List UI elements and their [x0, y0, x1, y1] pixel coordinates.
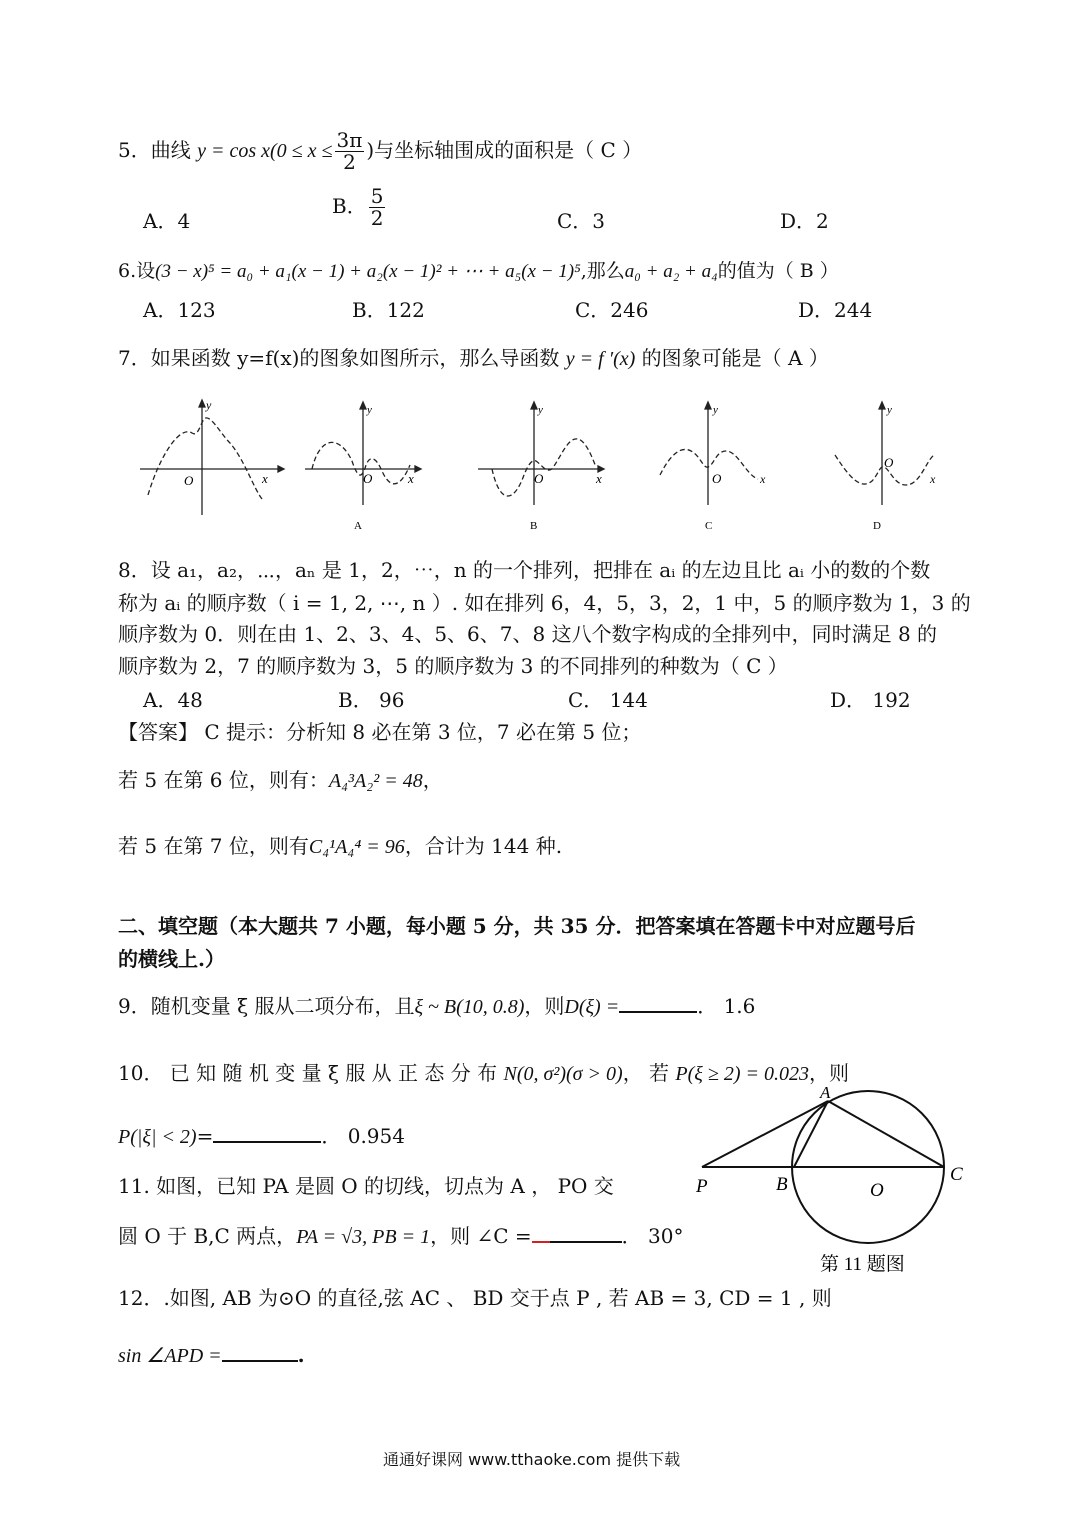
q6-expr: (3 − x)⁵ = a₀ + a₁(x − 1) + a₂(x − 1)² + ⋯ + a₅(x − 1)⁵	[155, 261, 581, 282]
q7-graphs	[130, 395, 960, 535]
q7-graph-d	[835, 402, 934, 505]
q7-a-origin: O	[363, 471, 373, 486]
q9-post: ． 1.6	[697, 994, 756, 1018]
q11-label-p: P	[696, 1176, 708, 1197]
q7-a-caption: A	[354, 520, 362, 532]
q11-blank-red-mark	[532, 1241, 550, 1243]
q6-stem-c: 的值为（ B ）	[717, 260, 839, 282]
q11-line2-pre: 圆 O 于 B,C 两点，	[118, 1224, 297, 1248]
q6-stem-b: ,那么	[580, 260, 625, 282]
q7-orig-y-label: y	[206, 398, 212, 412]
q9-pre: 9．随机变量 ξ 服从二项分布，且	[118, 994, 415, 1018]
q8-option-d: D． 192	[830, 688, 911, 712]
q8-option-b: B． 96	[338, 688, 405, 712]
q8-case1-post: ，	[422, 768, 443, 792]
q5-fraction	[335, 130, 365, 173]
q5-expr: y = cos x(0 ≤ x ≤	[197, 140, 333, 162]
q10-mid: ， 若	[622, 1061, 670, 1085]
q7-a-x-label: x	[408, 471, 414, 486]
q7-graph-c	[660, 402, 758, 505]
q5-option-d: D．2	[780, 209, 829, 233]
q12-answer-blank[interactable]	[222, 1360, 298, 1362]
q7-b-caption: B	[530, 520, 538, 532]
q11-line-ac	[828, 1101, 944, 1167]
q7-graph-b	[478, 402, 604, 505]
q12-line2-pre: sin ∠APD =	[118, 1345, 222, 1367]
q10-line2	[118, 1120, 405, 1149]
q11-figure	[690, 1080, 980, 1280]
q5-option-b-frac	[369, 186, 386, 229]
q7-stem-b: 的图象可能是（ A ）	[641, 346, 829, 370]
q7-d-caption: D	[873, 520, 881, 532]
q5-option-b-den: 2	[370, 206, 384, 230]
q8-answer: 【答案】 C 提示：分析知 8 必在第 3 位，7 必在第 5 位；	[118, 720, 642, 744]
q7-c-origin: O	[712, 471, 722, 486]
q6-option-a: A．123	[143, 298, 216, 322]
q8-case2-expr: C₄¹A₄⁴ = 96	[308, 836, 405, 858]
q5-option-b-num: 5	[370, 184, 384, 208]
q7-c-caption: C	[705, 520, 713, 532]
q8-case1	[118, 764, 443, 793]
q11-line2-expr: PA = √3, PB = 1	[296, 1226, 431, 1248]
q8-case1-pre: 若 5 在第 6 位，则有：	[118, 768, 329, 792]
q6-option-b: B．122	[352, 298, 425, 322]
q11-label-o: O	[870, 1180, 884, 1201]
q7-graph-a	[305, 402, 421, 505]
q6-expr2: a₀ + a₂ + a₄	[624, 261, 718, 282]
q12-line1: 12．.如图, AB 为⊙O 的直径,弦 AC 、 BD 交于点 P , 若 AB = 3, CD = 1 , 则	[118, 1286, 832, 1310]
q12-line2	[118, 1343, 305, 1368]
q11-caption: 第 11 题图	[820, 1254, 905, 1275]
q11-line-pa	[702, 1101, 828, 1167]
q10-l2-expr: P(|ξ| < 2)	[118, 1126, 197, 1148]
q9-expr: ξ ~ B(10, 0.8)	[414, 996, 525, 1018]
q5-frac-den: 2	[343, 150, 356, 174]
q10-answer-blank[interactable]	[213, 1141, 321, 1143]
q10-expr2: P(ξ ≥ 2) = 0.023	[675, 1063, 809, 1085]
q5-option-b-label: B．	[332, 194, 367, 218]
q5-number: 5．	[118, 138, 151, 162]
q8-line2: 称为 aᵢ 的顺序数（ i = 1, 2, ⋯, n ）. 如在排列 6，4，5，3，2，1 中，5 的顺序数为 1，3 的	[118, 591, 971, 615]
q5-option-c: C．3	[557, 209, 606, 233]
section2-heading-line2: 的横线上.）	[118, 947, 225, 971]
q8-line3: 顺序数为 0．则在由 1、2、3、4、5、6、7、8 这八个数字构成的全排列中，同时满足 8 的	[118, 622, 938, 646]
q8-option-c: C． 144	[568, 688, 648, 712]
q9-mid: ，则	[524, 994, 565, 1018]
q7-d-x-label: x	[930, 472, 936, 486]
q10-l2-eq: =	[196, 1124, 214, 1148]
q7-c-x-label: x	[760, 472, 766, 486]
q9-expr2: D(ξ) =	[564, 996, 620, 1018]
q5-option-a: A．4	[143, 209, 191, 233]
q7-d-y-label: y	[887, 404, 892, 416]
q7-orig-x-label: x	[262, 471, 268, 486]
q7-c-y-label: y	[713, 404, 718, 416]
q7-expr: y = f ′(x)	[565, 348, 636, 370]
q8-option-a: A．48	[143, 688, 203, 712]
q7-b-origin: O	[534, 471, 544, 486]
q7-b-y-label: y	[538, 404, 543, 416]
q5-option-b	[332, 186, 387, 229]
q11-line2-post: ． 30°	[621, 1224, 684, 1248]
q10-l2-post: ． 0.954	[321, 1124, 405, 1148]
q7-b-x-label: x	[596, 471, 602, 486]
q8-case1-expr: A₄³A₂² = 48	[328, 770, 423, 792]
q5-frac-num: 3π	[336, 128, 363, 152]
q8-line4: 顺序数为 2，7 的顺序数为 3，5 的顺序数为 3 的不同排列的种数为（ C ）	[118, 654, 788, 678]
q11-line2-mid: ，则 ∠C =	[430, 1224, 532, 1248]
q8-case2-post: ，合计为 144 种.	[404, 834, 563, 858]
q8-line1: 8．设 a₁，a₂，⋯，aₙ 是 1，2，⋯，n 的一个排列，把排在 aᵢ 的左边且比 aᵢ 小的数的个数	[118, 558, 931, 582]
q5-stem-post: )与坐标轴围成的面积是（ C ）	[366, 138, 643, 162]
q11-line1: 11. 如图，已知 PA 是圆 O 的切线，切点为 A ， PO 交	[118, 1174, 614, 1198]
q12-line2-post: .	[297, 1343, 305, 1367]
q7-stem-a: 7．如果函数 y=f(x)的图象如图所示，那么导函数	[118, 346, 560, 370]
q8-case2-pre: 若 5 在第 7 位，则有	[118, 834, 309, 858]
q11-label-b: B	[776, 1174, 788, 1195]
q8-case2	[118, 830, 562, 859]
section2-heading-line1: 二、填空题（本大题共 7 小题，每小题 5 分，共 35 分．把答案填在答题卡中对应题号后	[118, 914, 916, 938]
q7-graph-original	[140, 400, 284, 515]
q11-label-a: A	[820, 1083, 831, 1102]
q5-stem-pre: 曲线	[150, 138, 198, 162]
q10-expr: N(0, σ²)(σ > 0)	[503, 1063, 623, 1085]
q6-stem	[118, 256, 839, 283]
q6-stem-a: 6.设	[118, 260, 156, 282]
q7-d-origin: O	[884, 455, 894, 470]
q9-stem	[118, 990, 755, 1019]
q11-label-c: C	[950, 1164, 963, 1185]
q9-answer-blank[interactable]	[619, 1011, 697, 1013]
q5-stem	[118, 130, 642, 173]
page-footer: 通通好课网 www.tthaoke.com 提供下载	[383, 1450, 681, 1469]
q10-end: ，则	[808, 1061, 849, 1085]
q6-option-d: D．244	[798, 298, 873, 322]
q7-a-y-label: y	[367, 404, 372, 416]
q7-orig-origin: O	[184, 473, 194, 488]
q7-stem	[118, 342, 829, 371]
q10-line1-text: 10． 已 知 随 机 变 量 ξ 服 从 正 态 分 布	[118, 1061, 498, 1085]
q11-line2	[118, 1220, 683, 1249]
q11-answer-blank[interactable]	[532, 1241, 622, 1243]
q6-option-c: C．246	[575, 298, 649, 322]
